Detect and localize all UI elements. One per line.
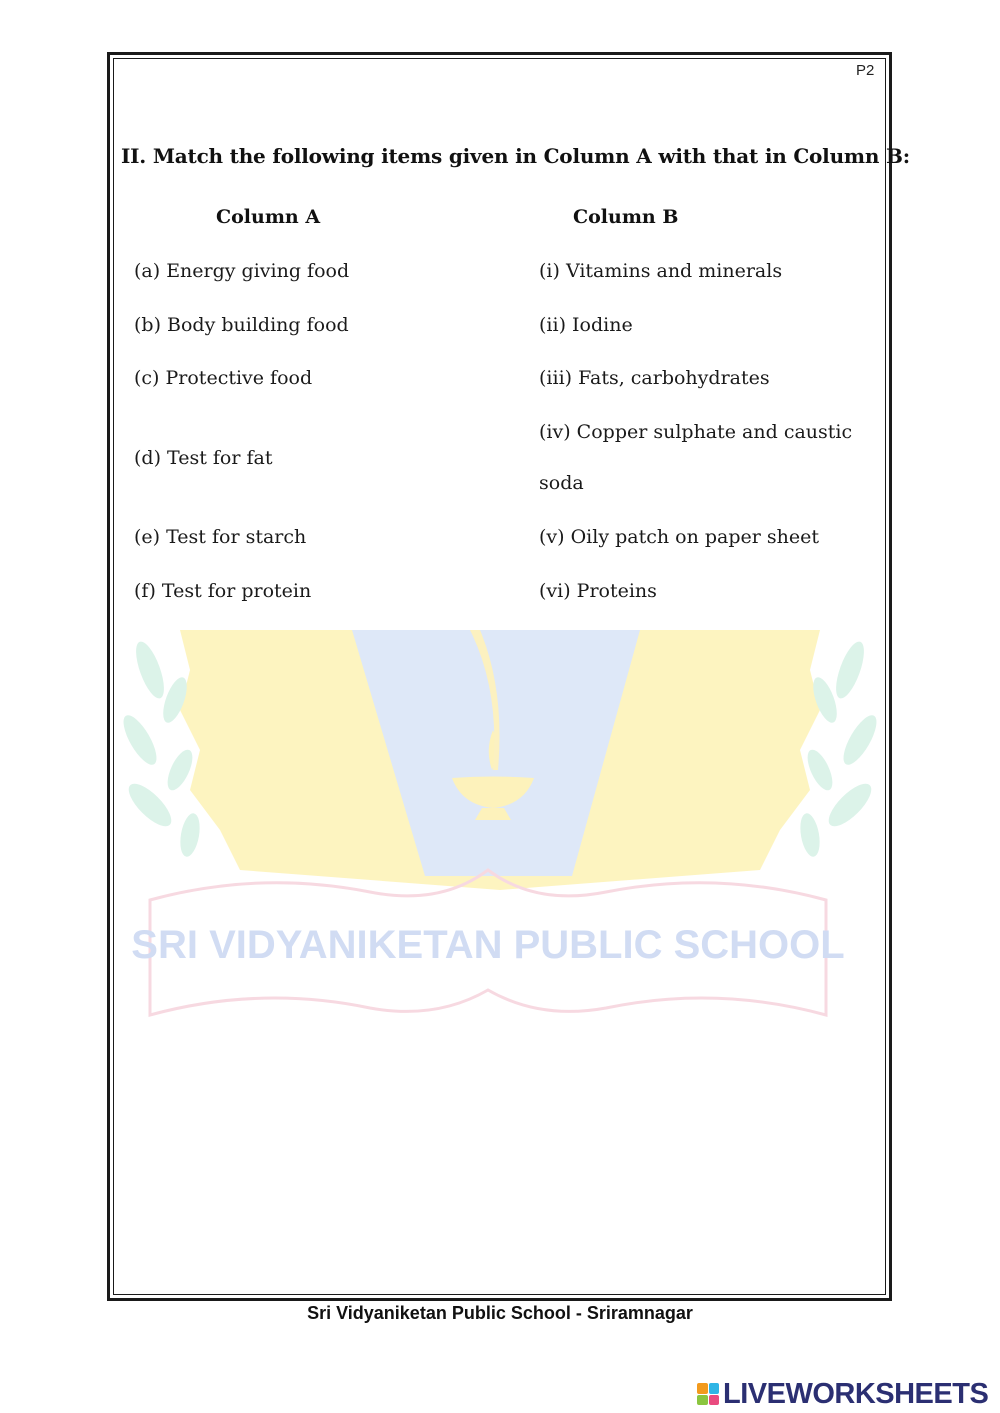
column-b-header: Column B xyxy=(573,206,679,228)
column-a-item: (b) Body building food xyxy=(134,314,349,336)
column-a-item: (e) Test for starch xyxy=(134,526,307,548)
column-a-item: (f) Test for protein xyxy=(134,580,312,602)
column-b-item: (iv) Copper sulphate and caustic xyxy=(539,421,853,443)
liveworksheets-brand[interactable] xyxy=(697,1376,988,1412)
column-b-item: (vi) Proteins xyxy=(539,580,657,602)
footer-school-name: Sri Vidyaniketan Public School - Sriramnagar xyxy=(307,1303,693,1323)
page-number: P2 xyxy=(856,62,875,79)
column-b-item: (v) Oily patch on paper sheet xyxy=(539,526,819,548)
school-logo-watermark xyxy=(120,630,880,1030)
column-a-header: Column A xyxy=(216,206,321,228)
column-a-item: (c) Protective food xyxy=(134,367,313,389)
question-heading: II. Match the following items given in Column A with that in Column B: xyxy=(121,144,910,168)
liveworksheets-logo-icon xyxy=(697,1383,719,1405)
column-b-item: (ii) Iodine xyxy=(539,314,633,336)
watermark-school-name: SRI VIDYANIKETAN PUBLIC SCHOOL xyxy=(131,923,845,967)
column-b-item: (i) Vitamins and minerals xyxy=(539,260,783,282)
column-a-item: (a) Energy giving food xyxy=(134,260,350,282)
column-b-item: (iii) Fats, carbohydrates xyxy=(539,367,770,389)
column-b-item: soda xyxy=(539,472,584,494)
column-a-item: (d) Test for fat xyxy=(134,447,273,469)
brand-name: LIVEWORKSHEETS xyxy=(723,1377,989,1410)
